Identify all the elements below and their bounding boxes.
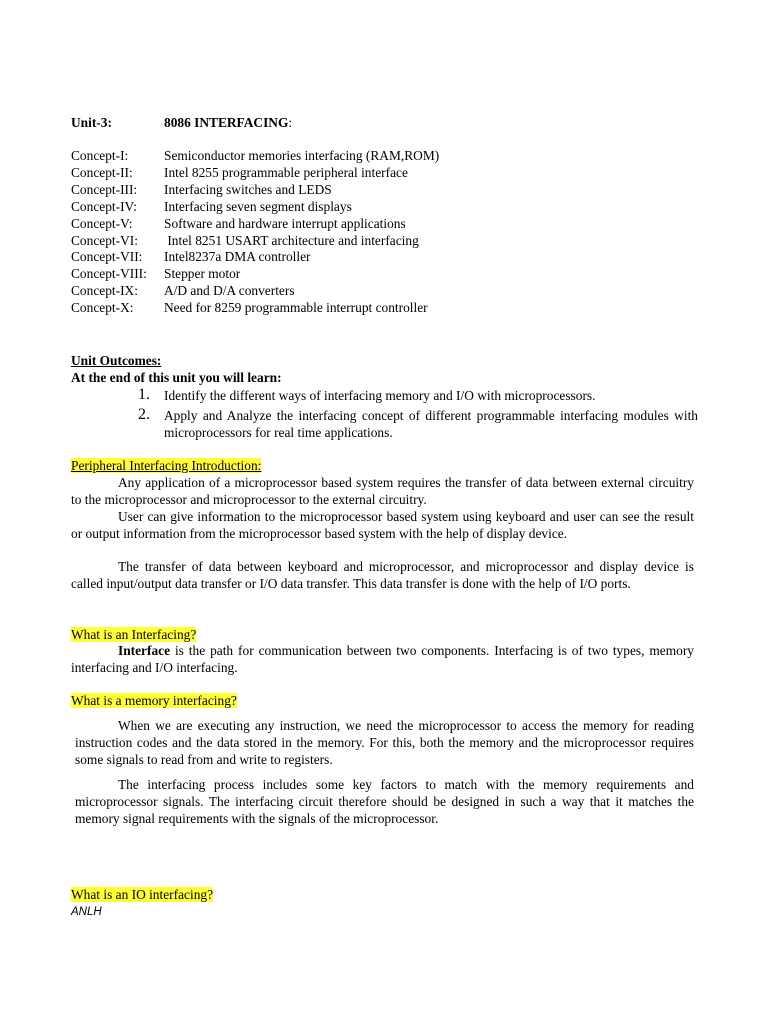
concept-row (71, 181, 332, 198)
concept-label: Concept-I: (71, 148, 129, 163)
memory-heading (71, 692, 237, 709)
concept-label: Concept-X: (71, 300, 134, 315)
concept-text: A/D and D/A converters (164, 283, 295, 298)
concept-label: Concept-II: (71, 165, 133, 180)
concept-label: Concept-VIII: (71, 266, 147, 281)
concept-label: Concept-V: (71, 216, 133, 231)
interface-term: Interface (118, 643, 171, 658)
concept-row (71, 232, 419, 249)
concept-text: Interfacing switches and LEDS (164, 182, 332, 197)
concept-label: Concept-III: (71, 182, 138, 197)
outcome-number: 2. (138, 406, 150, 423)
concept-text: Interfacing seven segment displays (164, 199, 352, 214)
unit-title: 8086 INTERFACING (164, 115, 289, 130)
concept-label: Concept-VI: (71, 233, 138, 248)
concept-label: Concept-IV: (71, 199, 137, 214)
memory-paragraph: When we are executing any instruction, we need the microprocessor to access the memory for reading instruction codes and the data stored in the memory. For this, both the memory and the microprocessor requires some signals to read from and write to registers. (75, 718, 694, 767)
footer-text: ANLH (71, 906, 102, 918)
peripheral-paragraph: Any application of a microprocessor based system requires the transfer of data between external circuitry to the microprocessor and microprocessor to the external circuitry. (71, 475, 694, 507)
io-heading (71, 886, 213, 903)
outcomes-heading: Unit Outcomes: (71, 353, 162, 368)
unit-label: Unit-3: (71, 115, 112, 130)
interfacing-text: is the path for communication between two components. Interfacing is of two types, memory interfacing and I/O interfacing. (71, 643, 694, 675)
memory-heading-text: What is a memory interfacing? (71, 693, 237, 708)
concept-row (71, 147, 439, 164)
concept-row (71, 282, 295, 299)
outcomes-intro: At the end of this unit you will learn: (71, 370, 282, 385)
peripheral-paragraph: User can give information to the microprocessor based system using keyboard and user can see the result or output information from the microprocessor based system with the help of display device. (71, 509, 694, 541)
outcome-text: Identify the different ways of interfacing memory and I/O with microprocessors. (164, 388, 596, 403)
peripheral-paragraph: The transfer of data between keyboard and microprocessor, and microprocessor and display device is called input/output data transfer or I/O data transfer. This data transfer is done with the help of I/O ports. (71, 559, 694, 591)
concept-text: Intel 8251 USART architecture and interfacing (164, 233, 419, 248)
outcome-text: Apply and Analyze the interfacing concept of different programmable interfacing modules with microprocessors for real time applications. (164, 408, 698, 440)
concept-label: Concept-IX: (71, 283, 138, 298)
concept-row (71, 215, 406, 232)
concept-label: Concept-VII: (71, 249, 143, 264)
outcome-number: 1. (138, 386, 150, 403)
concept-text: Stepper motor (164, 266, 241, 281)
concept-text: Semiconductor memories interfacing (RAM,ROM) (164, 148, 440, 163)
concept-row (71, 299, 428, 316)
concept-text: Need for 8259 programmable interrupt controller (164, 300, 428, 315)
concept-text: Software and hardware interrupt applications (164, 216, 406, 231)
concept-row (71, 198, 352, 215)
concept-row (71, 164, 408, 181)
peripheral-heading (71, 457, 261, 474)
unit-title-colon: : (288, 115, 293, 130)
concept-row (71, 248, 311, 265)
io-heading-text: What is an IO interfacing? (71, 887, 214, 902)
memory-paragraph: The interfacing process includes some key factors to match with the memory requirements and microprocessor signals. The interfacing circuit therefore should be designed in such a way that it matches the memory signal requirements with the signals of the microprocessor. (75, 777, 694, 826)
interfacing-heading-text: What is an Interfacing? (71, 627, 197, 642)
concept-text: Intel 8255 programmable peripheral interface (164, 165, 408, 180)
concept-text: Intel8237a DMA controller (164, 249, 311, 264)
interfacing-paragraph (71, 642, 694, 676)
concept-row (71, 265, 240, 282)
peripheral-heading-text: Peripheral Interfacing Introduction: (71, 458, 262, 473)
unit-title-line (164, 114, 292, 131)
interfacing-heading (71, 626, 196, 643)
